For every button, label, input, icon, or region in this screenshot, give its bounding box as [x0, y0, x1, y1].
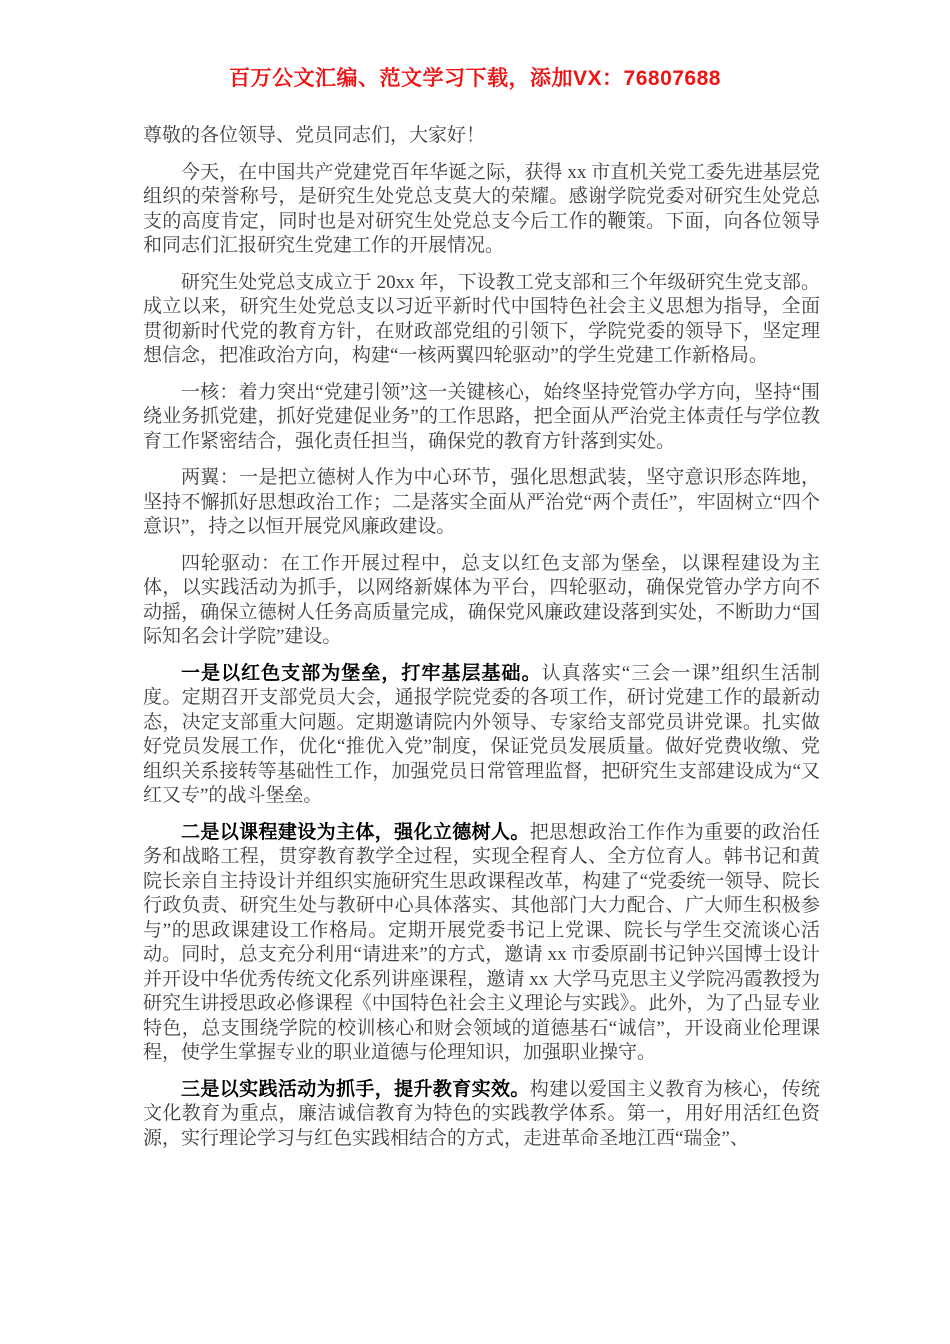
paragraph-text: 四轮驱动：在工作开展过程中，总支以红色支部为堡垒，以课程建设为主体，以实践活动为抓手，以网络新媒体为平台，四轮驱动，确保党管办学方向不动摇，确保立德树人任务高质量完成，确保党风廉政建设落到实处，不断助力“国际知名会计学院”建设。 [143, 552, 820, 647]
paragraph-text: 一核：着力突出“党建引领”这一关键核心，始终坚持党管办学方向，坚持“围绕业务抓党建，抓好党建促业务”的工作思路，把全面从严治党主体责任与学位教育工作紧密结合，强化责任担当，确保党的教育方针落到实处。 [143, 381, 820, 452]
paragraph-text: 尊敬的各位领导、党员同志们，大家好！ [143, 125, 486, 146]
paragraph-text: 研究生处党总支成立于 20xx 年，下设教工党支部和三个年级研究生党支部。成立以来，研究生处党总支以习近平新时代中国特色社会主义思想为指导，全面贯彻新时代党的教育方针，在财政部党组的引领下，学院党委的领导下，坚定理想信念，把准政治方向，构建“一核两翼四轮驱动”的学生党建工作新格局。 [143, 271, 820, 366]
paragraph-intro [143, 161, 820, 259]
paragraph-text: 两翼：一是把立德树人作为中心环节，强化思想武装，坚守意识形态阵地，坚持不懈抓好思想政治工作；二是落实全面从严治党“两个责任”，牢固树立“四个意识”，持之以恒开展党风廉政建设。 [143, 467, 820, 537]
paragraph-point-one [143, 662, 820, 809]
paragraph-point-two [143, 821, 820, 1066]
promo-banner [0, 66, 950, 92]
paragraph-text: 认真落实“三会一课”组织生活制度。定期召开支部党员大会，通报学院党委的各项工作，研讨党建工作的最新动态，决定支部重大问题。定期邀请院内外领导、专家给支部党员讲党课。扎实做好党员发展工作，优化“推优入党”制度，保证党员发展质量。做好党费收缴、党组织关系接转等基础性工作，加强党员日常管理监督，把研究生支部建设成为“又红又专”的战斗堡垒。 [143, 662, 820, 806]
promo-banner-text: 百万公文汇编、范文学习下载，添加VX：76807688 [229, 67, 721, 90]
paragraph-lead: 一是以红色支部为堡垒，打牢基层基础。 [181, 662, 542, 684]
paragraph-text: 今天，在中国共产党建党百年华诞之际，获得 xx 市直机关党工委先进基层党组织的荣誉称号，是研究生处党总支莫大的荣耀。感谢学院党委对研究生处党总支的高度肯定，同时也是对研究生处党总支今后工作的鞭策。下面，向各位领导和同志们汇报研究生党建工作的开展情况。 [143, 161, 820, 256]
paragraph-text: 把思想政治工作作为重要的政治任务和战略工程，贯穿教育教学全过程，实现全程育人、全方位育人。韩书记和黄院长亲自主持设计并组织实施研究生思政课程改革，构建了“党委统一领导、院长行政负责、研究生处与教研中心具体落实、其他部门大力配合、广大师生积极参与”的思政课建设工作格局。定期开展党委书记上党课、院长与学生交流谈心活动。同时，总支充分利用“请进来”的方式，邀请 xx 市委原副书记钟兴国博士设计并开设中华优秀传统文化系列讲座课程，邀请 xx 大学马克思主义学院冯霞教授为研究生讲授思政必修课程《中国特色社会主义理论与实践》。此外，为了凸显专业特色，总支围绕学院的校训核心和财会领域的道德基石“诚信”，开设商业伦理课程，使学生掌握专业的职业道德与伦理知识，加强职业操守。 [143, 821, 820, 1063]
paragraph-one-core [143, 381, 820, 455]
greeting-line [143, 124, 820, 149]
paragraph-four-wheels [143, 552, 820, 650]
document-body [143, 124, 820, 1163]
paragraph-text: 构建以爱国主义教育为核心，传统文化教育为重点，廉洁诚信教育为特色的实践教学体系。第一，用好用活红色资源，实行理论学习与红色实践相结合的方式，走进革命圣地江西“瑞金”、 [143, 1078, 820, 1149]
paragraph-lead: 三是以实践活动为抓手，提升教育实效。 [181, 1078, 530, 1100]
paragraph-overview [143, 271, 820, 369]
paragraph-two-wings [143, 466, 820, 540]
paragraph-lead: 二是以课程建设为主体，强化立德树人。 [181, 821, 530, 843]
paragraph-point-three [143, 1078, 820, 1152]
